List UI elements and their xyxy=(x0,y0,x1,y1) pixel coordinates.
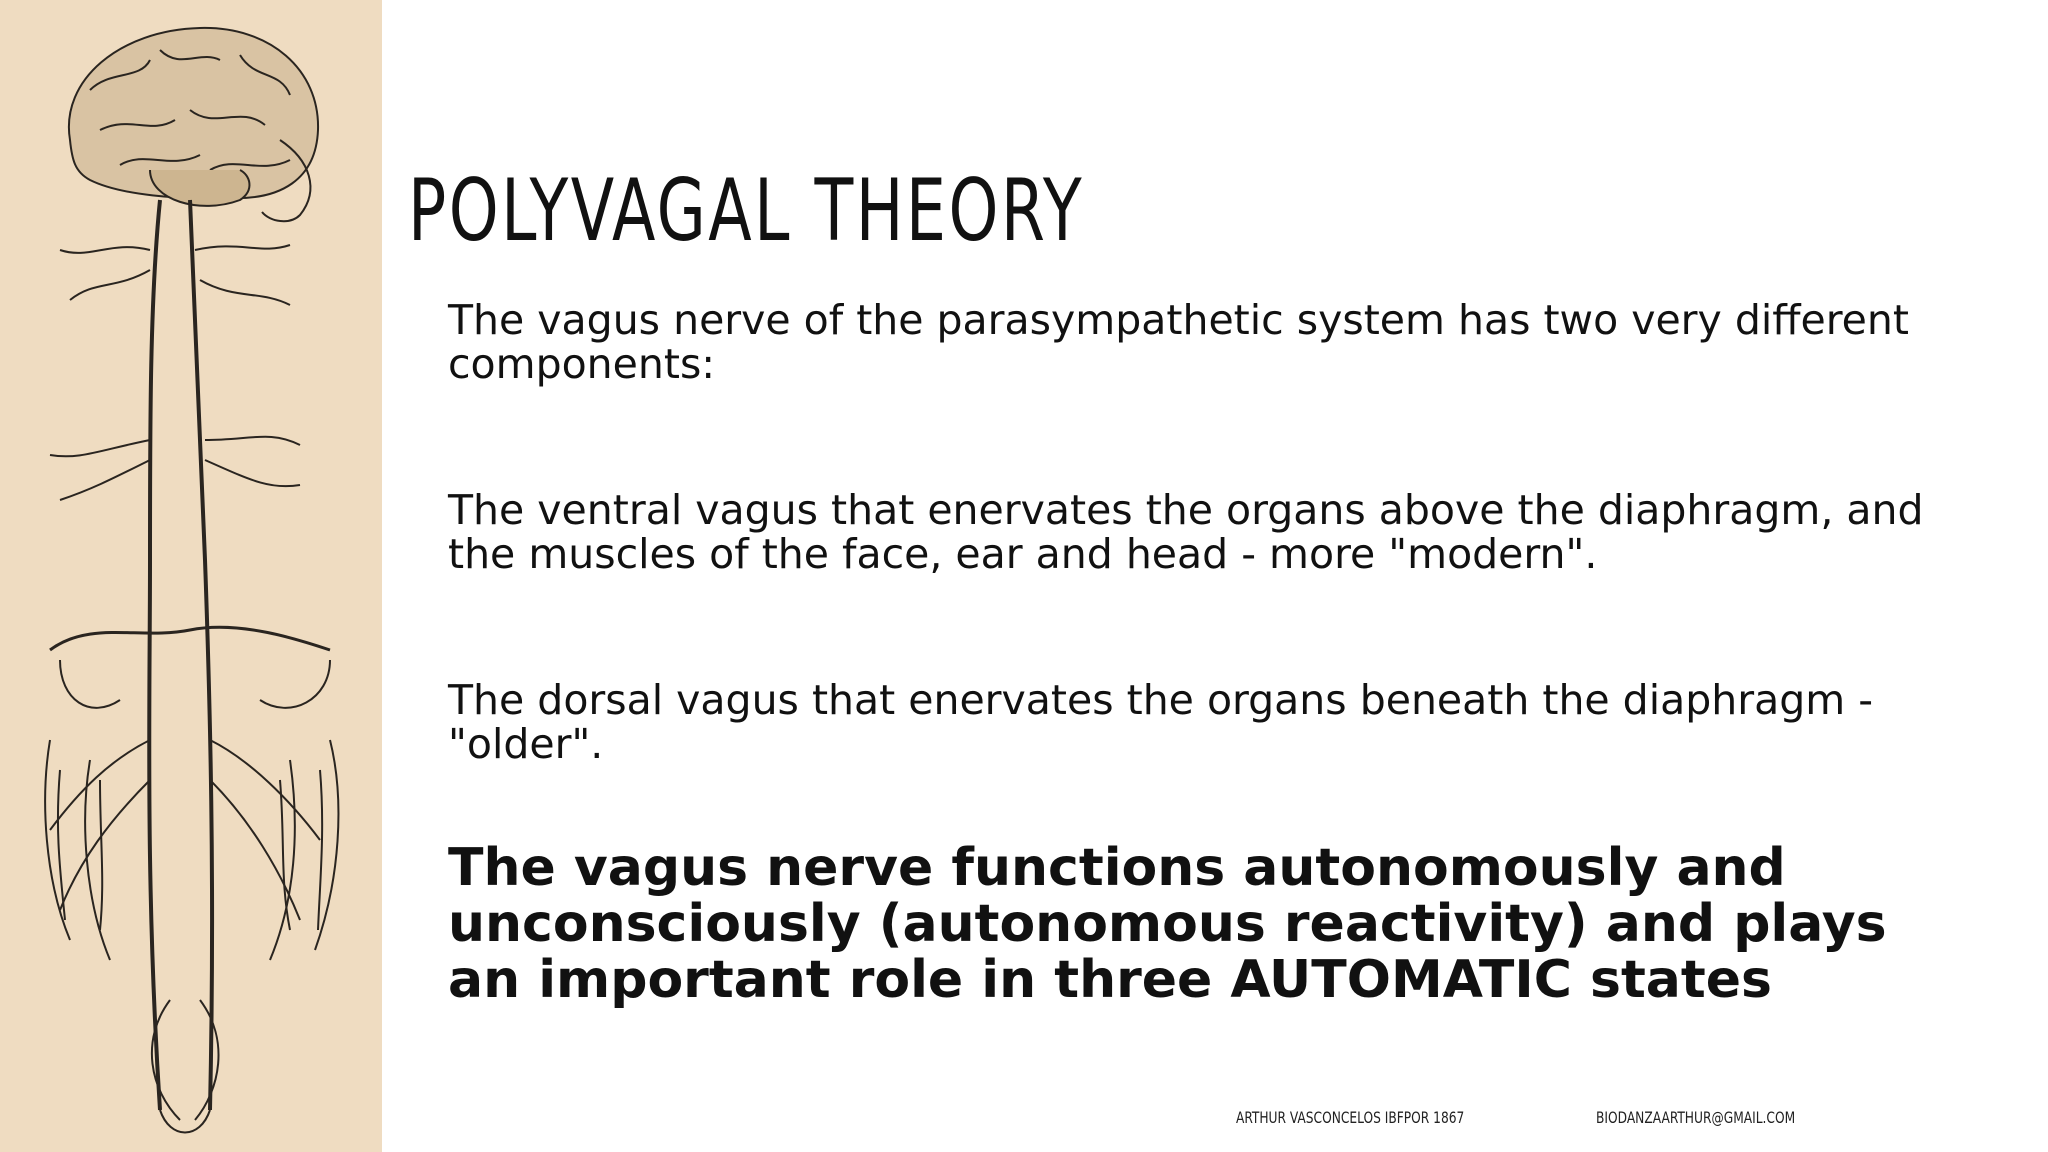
footer-email: BIODANZAARTHUR@GMAIL.COM xyxy=(1596,1108,1796,1127)
emphasis-statement: The vagus nerve functions autonomously and unconsciously (autonomous reactivity) and plays an important role in three AUTOMATIC states xyxy=(448,838,1887,1010)
paragraph-vagus-components: The vagus nerve of the parasympathetic system has two very different components: xyxy=(448,296,1909,388)
anatomy-drawing xyxy=(0,0,382,1152)
paragraph-ventral-vagus: The ventral vagus that enervates the organs above the diaphragm, and the muscles of the face, ear and head - more "modern". xyxy=(448,486,1924,578)
slide-title: POLYVAGAL THEORY xyxy=(408,161,1085,261)
footer-author: ARTHUR VASCONCELOS IBFPOR 1867 xyxy=(1236,1108,1465,1127)
vagus-nerve-illustration xyxy=(0,0,382,1152)
paragraph-dorsal-vagus: The dorsal vagus that enervates the organs beneath the diaphragm - "older". xyxy=(448,676,1874,768)
